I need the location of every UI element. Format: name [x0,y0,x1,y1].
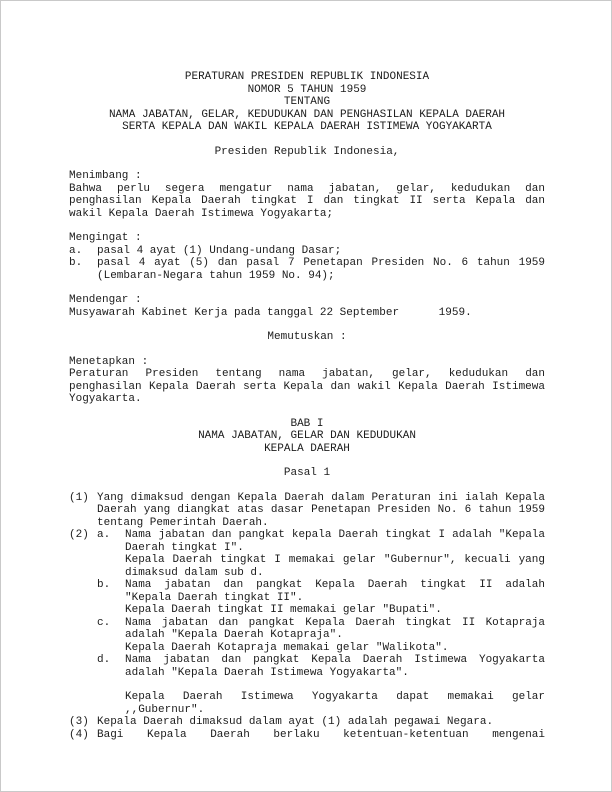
menimbang-label: Menimbang : [69,170,142,182]
pasal1-item-2c-line2: Kepala Daerah Kotapraja memakai gelar "Walikota". [125,641,449,654]
pasal1-item-2b-marker: b. [97,579,111,591]
pasal1-item-2a-line1: Nama jabatan dan pangkat kepala Daerah tingkat I adalah "Kepala Daerah tingkat I". [125,529,545,554]
pasal1-item-2-content [97,529,545,716]
menetapkan-section [69,356,545,406]
pasal1-item-2c-line1: Nama jabatan dan pangkat Kepala Daerah tingkat II Kotapraja adalah "Kepala Daerah Kotapraja". [125,616,545,641]
menimbang-body: Bahwa perlu segera mengatur nama jabatan, gelar, kedudukan dan penghasilan Kepala Daerah tingkat I dan tingkat II serta Kepala dan wakil Kepala Daerah Istimewa Yogyakarta; [69,182,545,220]
pasal1-item-2a-line2: Kepala Daerah tingkat I memakai gelar "Gubernur", kecuali yang dimaksud dalam sub d. [125,554,545,579]
menetapkan-body: Peraturan Presiden tentang nama jabatan, gelar, kedudukan dan penghasilan Kepala Daerah serta Kepala dan wakil Kepala Daerah Istimewa Yogyakarta. [69,368,545,405]
pasal1-item-2b-content [125,579,545,617]
mengingat-item-b-marker: b. [69,257,83,269]
mengingat-item-a-marker: a. [69,244,83,257]
pasal1-item-2-marker: (2) [69,529,89,541]
document-title-block [69,71,545,134]
title-line-3: TENTANG [283,96,331,108]
mengingat-section [69,232,545,282]
pasal1-item-2b [97,579,545,617]
menetapkan-label: Menetapkan : [69,355,149,368]
pasal1-item-4-text: Bagi Kepala Daerah berlaku ketentuan-ketentuan mengenai [97,728,545,741]
mengingat-label: Mengingat : [69,232,142,244]
mengingat-item-a-text: pasal 4 ayat (1) Undang-undang Dasar; [97,244,342,257]
pasal1-item-2d-marker: d. [97,654,111,666]
pasal1-item-2d-content [125,654,545,716]
pasal1-item-2 [69,529,545,716]
pasal1-item-2d-line1: Nama jabatan dan pangkat Kepala Daerah Istimewa Yogyakarta adalah "Kepala Daerah Istimewa Yogyakarta". [125,654,545,679]
pasal1-item-1 [69,492,545,530]
mendengar-label: Mendengar : [69,294,142,306]
pasal1-item-2d [97,654,545,716]
mengingat-item-a [69,245,545,258]
pasal1-item-3-text: Kepala Daerah dimaksud dalam ayat (1) adalah pegawai Negara. [97,716,494,728]
pasal1-item-2b-line2: Kepala Daerah tingkat II memakai gelar "Bupati". [125,604,442,616]
pasal1-item-4 [69,729,545,742]
bab1-line-1: BAB I [290,417,324,430]
memutuskan-heading: Memutuskan : [267,331,347,343]
bab1-line-2: NAMA JABATAN, GELAR DAN KEDUDUKAN [198,430,416,442]
bab1-heading-block [69,418,545,456]
title-line-4: NAMA JABATAN, GELAR, KEDUDUKAN DAN PENGHASILAN KEPALA DAERAH [108,108,506,121]
pasal1-heading: Pasal 1 [283,467,331,479]
pasal1-item-4-marker: (4) [69,728,89,741]
title-line-1: PERATURAN PRESIDEN REPUBLIK INDONESIA [184,71,430,83]
pasal1-item-3 [69,716,545,729]
pasal1-item-3-marker: (3) [69,716,89,728]
pasal1-item-2a-content [125,529,545,579]
salutation: Presiden Republik Indonesia, [214,145,400,158]
pasal1-item-1-text: Yang dimaksud dengan Kepala Daerah dalam Peraturan ini ialah Kepala Daerah yang diangkat atas dasar Penetapan Presiden No. 6 tahun 1959 tentang Pemerintah Daerah. [97,491,545,529]
pasal1-item-1-marker: (1) [69,491,89,504]
pasal1-item-2c-marker: c. [97,616,111,629]
pasal1-item-2c-content [125,617,545,655]
title-line-2: NOMOR 5 TAHUN 1959 [247,83,367,96]
title-line-5: SERTA KEPALA DAN WAKIL KEPALA DAERAH ISTIMEWA YOGYAKARTA [122,121,492,133]
mendengar-body: Musyawarah Kabinet Kerja pada tanggal 22 September 1959. [69,306,472,319]
pasal1-item-2a-marker: a. [97,529,111,541]
pasal1-body [69,492,545,742]
pasal1-item-2a [97,529,545,579]
menimbang-section [69,170,545,220]
pasal1-item-2c [97,617,545,655]
mengingat-item-b [69,257,545,282]
pasal1-item-2b-line1: Nama jabatan dan pangkat Kepala Daerah tingkat II adalah "Kepala Daerah tingkat II". [125,579,545,604]
bab1-line-3: KEPALA DAERAH [264,442,350,455]
pasal1-item-2d-note: Kepala Daerah Istimewa Yogyakarta dapat memakai gelar ,,Gubernur". [125,691,545,716]
mendengar-section [69,294,545,319]
mengingat-item-b-text: pasal 4 ayat (5) dan pasal 7 Penetapan Presiden No. 6 tahun 1959 (Lembaran-Negara tahun 1959 No. 94); [97,257,545,282]
